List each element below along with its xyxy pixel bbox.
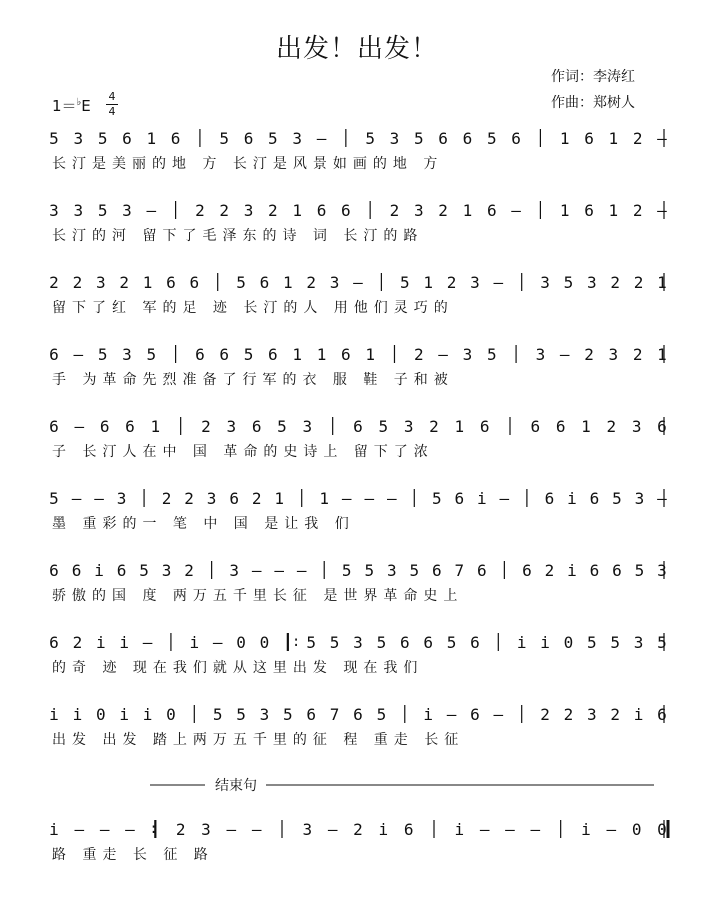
- note: 5: [341, 561, 352, 580]
- note: 3: [49, 201, 59, 220]
- note: 2: [632, 201, 643, 220]
- note: –: [341, 489, 352, 508]
- note: 5: [446, 633, 457, 652]
- note: i: [189, 633, 200, 652]
- note: 3: [631, 417, 642, 436]
- note: 3: [292, 129, 303, 148]
- note: 5: [97, 129, 108, 148]
- note: i: [72, 705, 83, 724]
- lyric-line: 骄傲的国 度 两万五千里长征 是世界革命史上: [52, 588, 464, 604]
- note: –: [327, 820, 338, 839]
- note: i: [49, 820, 59, 839]
- note: 5: [219, 129, 230, 148]
- note: i: [567, 489, 577, 508]
- note: 1: [657, 273, 667, 292]
- note: 2: [632, 345, 643, 364]
- note: 0: [95, 705, 106, 724]
- note: 6: [316, 201, 327, 220]
- note: 3: [95, 273, 106, 292]
- note: 3: [657, 561, 667, 580]
- note: 6: [555, 417, 566, 436]
- note: –: [505, 820, 515, 839]
- note: 5: [612, 489, 622, 508]
- note: 3: [122, 201, 132, 220]
- note: 1: [581, 417, 591, 436]
- note: 2: [251, 489, 262, 508]
- note: 6: [219, 345, 230, 364]
- note: 2: [540, 705, 550, 724]
- note: 6: [403, 820, 414, 839]
- note: 2: [632, 129, 643, 148]
- note: 5: [97, 345, 108, 364]
- note: 6: [454, 489, 465, 508]
- note: 1: [274, 489, 285, 508]
- note: 6: [251, 417, 262, 436]
- note: 2: [49, 273, 59, 292]
- note: –: [296, 561, 307, 580]
- note: –: [479, 820, 490, 839]
- note: –: [74, 417, 85, 436]
- note: 2: [584, 345, 594, 364]
- note: –: [353, 273, 363, 292]
- note: –: [446, 705, 457, 724]
- note: 5: [486, 129, 497, 148]
- note: 7: [454, 561, 465, 580]
- note: i: [119, 705, 129, 724]
- key-prefix: 1＝: [52, 97, 77, 115]
- note: 2: [184, 561, 194, 580]
- note: 5: [364, 561, 375, 580]
- note: 6: [589, 489, 600, 508]
- note: 5: [376, 705, 387, 724]
- note: 5: [486, 345, 497, 364]
- note: 6: [486, 201, 497, 220]
- note: 5: [610, 633, 621, 652]
- note: 0: [236, 633, 246, 652]
- lyric-line: 长汀的河 留下了毛泽东的诗 词 长汀的路: [52, 228, 424, 244]
- note: 6: [341, 201, 351, 220]
- note: 2: [633, 273, 644, 292]
- note: 2: [610, 705, 621, 724]
- note: 1: [559, 201, 570, 220]
- note: –: [657, 489, 667, 508]
- note: 6: [544, 489, 555, 508]
- note: 3: [413, 201, 424, 220]
- note: 6: [125, 417, 135, 436]
- note: i: [454, 820, 465, 839]
- note: 5: [49, 129, 59, 148]
- note: 3: [633, 633, 644, 652]
- note: 5: [277, 417, 287, 436]
- note: 6: [306, 705, 317, 724]
- note: i: [423, 705, 433, 724]
- note: –: [657, 129, 667, 148]
- note: 5: [587, 633, 597, 652]
- note: 3: [540, 273, 550, 292]
- note: 1: [657, 345, 667, 364]
- note: 1: [283, 273, 293, 292]
- note: 5: [236, 705, 246, 724]
- note: 2: [606, 417, 617, 436]
- note: 1: [292, 345, 303, 364]
- note: 3: [206, 489, 217, 508]
- note: 5: [146, 345, 157, 364]
- note: 6: [657, 705, 667, 724]
- note: 6: [195, 345, 205, 364]
- note: 2: [413, 345, 424, 364]
- lyric-line: 的奇 迹 现在我们就从这里出发 现在我们: [52, 660, 424, 676]
- note: 5: [365, 129, 375, 148]
- composer-credit: 作曲：郑树人: [551, 95, 635, 111]
- lyric-line: 留下了红 军的足 迹 长汀的人 用他们灵巧的: [52, 300, 454, 316]
- note: 5: [399, 273, 410, 292]
- note: 1: [462, 201, 473, 220]
- note: 2: [195, 201, 205, 220]
- repeat-dots: :: [149, 821, 158, 837]
- note: i: [540, 633, 550, 652]
- note: 3: [386, 561, 397, 580]
- note: 3: [243, 201, 254, 220]
- note: –: [606, 820, 617, 839]
- lyricist-credit: 作词：李涛红: [551, 69, 635, 85]
- note: 3: [161, 561, 172, 580]
- note: 6: [268, 345, 278, 364]
- note: –: [146, 201, 157, 220]
- note: 5: [306, 633, 317, 652]
- note: 1: [559, 129, 570, 148]
- note: 6: [259, 273, 270, 292]
- note: –: [316, 129, 327, 148]
- note: 6: [530, 417, 541, 436]
- note: 1: [608, 201, 619, 220]
- note: 6: [353, 705, 363, 724]
- note: 5: [634, 561, 645, 580]
- note: 6: [399, 633, 410, 652]
- note: 6: [99, 417, 110, 436]
- note: 1: [365, 345, 375, 364]
- note: 6: [166, 273, 176, 292]
- note: 6: [189, 273, 200, 292]
- note: –: [73, 345, 84, 364]
- note: 1: [150, 417, 161, 436]
- note: 6: [49, 345, 59, 364]
- lyric-line: 墨 重彩的一 笔 中 国 是让我 们: [52, 516, 355, 532]
- note: 0: [563, 633, 574, 652]
- note: 6: [49, 633, 59, 652]
- note: 2: [306, 273, 317, 292]
- note: 5: [431, 489, 442, 508]
- time-signature-top: 4: [108, 90, 116, 103]
- note: 3: [403, 417, 414, 436]
- note: 2: [184, 489, 194, 508]
- note: 0: [259, 633, 270, 652]
- note: 5: [329, 633, 340, 652]
- note: i: [516, 633, 527, 652]
- note: 2: [389, 201, 400, 220]
- note: 2: [563, 705, 574, 724]
- key-note: E: [81, 97, 91, 115]
- note: 3: [73, 201, 84, 220]
- note: 5: [97, 201, 108, 220]
- note: 6: [522, 561, 532, 580]
- note: 6: [116, 561, 127, 580]
- note: 3: [259, 705, 270, 724]
- note: i: [477, 489, 487, 508]
- note: 2: [72, 633, 83, 652]
- note: 0: [631, 820, 642, 839]
- note: 3: [587, 273, 597, 292]
- note: –: [212, 633, 223, 652]
- note: 6: [479, 417, 490, 436]
- note: –: [511, 201, 521, 220]
- note: –: [226, 820, 237, 839]
- note: –: [493, 273, 504, 292]
- note: 5: [283, 705, 293, 724]
- note: 1: [142, 273, 153, 292]
- lyric-line: 子 长汀人在中 国 革命的史诗上 留下了浓: [52, 444, 434, 460]
- note: 5: [212, 705, 223, 724]
- note: 2: [353, 820, 363, 839]
- note: 5: [376, 633, 387, 652]
- note: 3: [608, 345, 619, 364]
- note: 2: [438, 201, 448, 220]
- note: 6: [49, 561, 59, 580]
- note: i: [378, 820, 389, 839]
- note: 1: [454, 417, 465, 436]
- note: 5: [243, 345, 254, 364]
- note: 5: [139, 561, 149, 580]
- note: 2: [610, 273, 621, 292]
- note: 3: [302, 820, 313, 839]
- note: 3: [122, 345, 132, 364]
- note: 2: [119, 273, 129, 292]
- note: 6: [584, 129, 594, 148]
- note: –: [364, 489, 375, 508]
- note: i: [567, 561, 577, 580]
- note: –: [438, 345, 448, 364]
- note: i: [94, 561, 104, 580]
- note: –: [493, 705, 504, 724]
- note: 2: [219, 201, 230, 220]
- note: 3: [73, 129, 84, 148]
- note: 6: [584, 201, 594, 220]
- note: 2: [72, 273, 83, 292]
- note: –: [499, 489, 510, 508]
- note: 6: [229, 489, 239, 508]
- note: 5: [378, 417, 389, 436]
- note: 2: [429, 417, 439, 436]
- lyric-line: 手 为革命先烈准备了行军的衣 服 鞋 子和被: [52, 372, 454, 388]
- note: i: [633, 705, 644, 724]
- flat-sign: ♭: [76, 97, 82, 108]
- note: –: [530, 820, 541, 839]
- note: i: [142, 705, 153, 724]
- note: 6: [657, 417, 667, 436]
- note: 6: [470, 633, 480, 652]
- note: 1: [608, 129, 619, 148]
- note: –: [125, 820, 135, 839]
- lyric-line: 长汀是美丽的地 方 长汀是风景如画的地 方: [52, 156, 444, 172]
- note: –: [559, 345, 570, 364]
- note: 6: [423, 633, 433, 652]
- note: 3: [470, 273, 480, 292]
- note: –: [657, 201, 667, 220]
- note: 3: [201, 820, 211, 839]
- repeat-dots: :: [291, 634, 301, 650]
- note: 2: [175, 820, 186, 839]
- song-title: 出发！出发！: [275, 34, 438, 64]
- note: 5: [563, 273, 574, 292]
- ending-label: 结束句: [215, 778, 257, 794]
- note: 5: [49, 489, 59, 508]
- note: 2: [161, 489, 172, 508]
- note: 0: [657, 820, 667, 839]
- note: 6: [462, 129, 473, 148]
- note: 2: [544, 561, 555, 580]
- note: 6: [49, 417, 59, 436]
- note: 3: [389, 129, 400, 148]
- note: 3: [226, 417, 237, 436]
- note: 6: [511, 129, 521, 148]
- note: 6: [431, 561, 442, 580]
- note: 5: [236, 273, 246, 292]
- note: 6: [477, 561, 487, 580]
- note: –: [142, 633, 153, 652]
- note: i: [581, 820, 591, 839]
- note: 3: [353, 633, 363, 652]
- note: 6: [122, 129, 132, 148]
- note: i: [49, 705, 59, 724]
- note: –: [251, 561, 262, 580]
- note: 5: [268, 129, 278, 148]
- note: 7: [329, 705, 340, 724]
- note: 2: [268, 201, 278, 220]
- note: 6: [71, 561, 82, 580]
- note: 2: [446, 273, 457, 292]
- note: i: [95, 633, 106, 652]
- note: –: [274, 561, 285, 580]
- note: 3: [329, 273, 340, 292]
- note: 6: [170, 129, 181, 148]
- note: 6: [589, 561, 600, 580]
- note: –: [71, 489, 82, 508]
- note: 6: [470, 705, 480, 724]
- note: 0: [166, 705, 176, 724]
- note: 3: [535, 345, 546, 364]
- note: 6: [612, 561, 622, 580]
- note: 2: [201, 417, 211, 436]
- note: 6: [353, 417, 363, 436]
- lyric-line: 路 重走 长 征 路: [52, 847, 214, 863]
- note: –: [386, 489, 397, 508]
- note: 3: [634, 489, 645, 508]
- note: –: [74, 820, 85, 839]
- note: 1: [423, 273, 433, 292]
- note: –: [251, 820, 262, 839]
- note: 3: [462, 345, 473, 364]
- note: 6: [243, 129, 254, 148]
- note: 5: [409, 561, 420, 580]
- note: –: [99, 820, 110, 839]
- note: 6: [341, 345, 351, 364]
- note: 3: [302, 417, 313, 436]
- note: 1: [292, 201, 303, 220]
- note: 3: [587, 705, 597, 724]
- note: 3: [116, 489, 127, 508]
- note: 5: [413, 129, 424, 148]
- note: 5: [657, 633, 667, 652]
- note: i: [119, 633, 129, 652]
- note: 1: [316, 345, 327, 364]
- note: 1: [319, 489, 330, 508]
- lyric-line: 出发 出发 踏上两万五千里的征 程 重走 长征: [52, 732, 465, 748]
- note: 1: [146, 129, 157, 148]
- time-signature-bottom: 4: [106, 104, 118, 119]
- note: –: [94, 489, 104, 508]
- note: 3: [229, 561, 239, 580]
- note: 6: [438, 129, 448, 148]
